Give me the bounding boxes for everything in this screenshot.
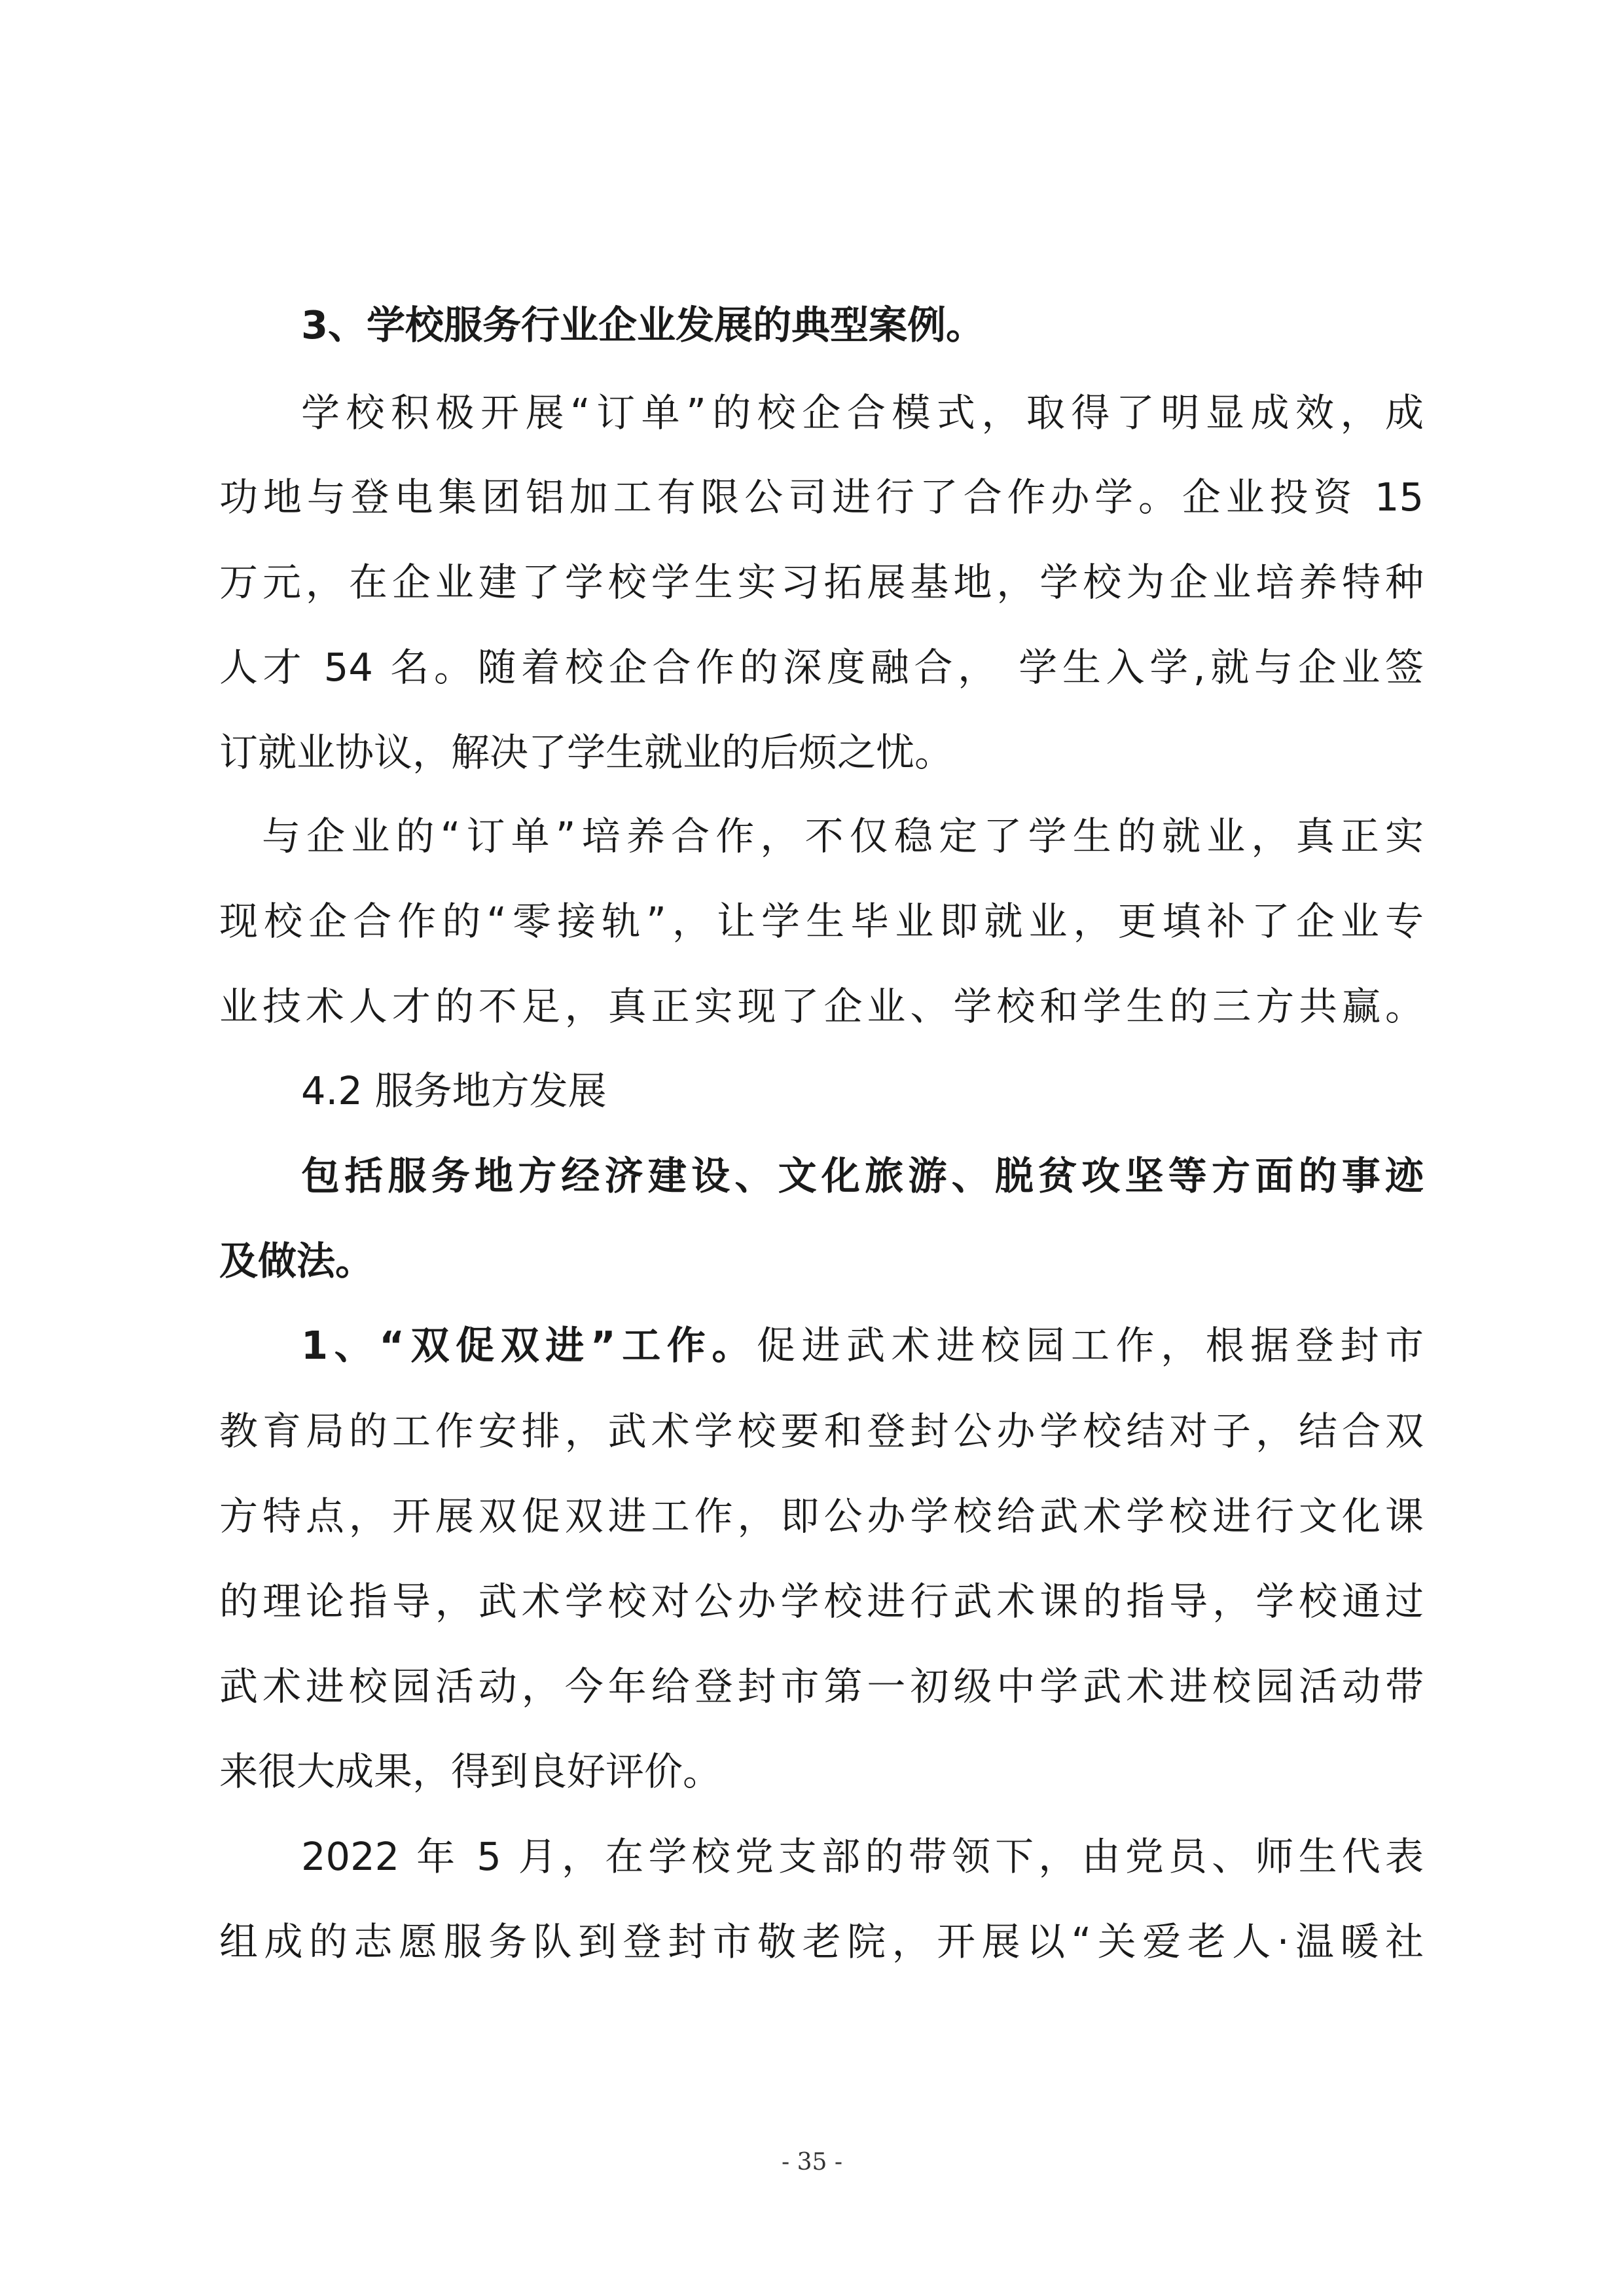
- case-heading: 3、学校服务行业企业发展的典型案例。: [301, 302, 985, 348]
- paragraph-line: 与企业的“订单”培养合作，不仅稳定了学生的就业，真正实: [262, 814, 1424, 859]
- paragraph-line: 订就业协议，解决了学生就业的后烦之忧。: [219, 730, 954, 775]
- item-heading: 1、“双促双进”工作。: [301, 1323, 757, 1368]
- paragraph-line: 2022 年 5 月，在学校党支部的带领下，由党员、师生代表: [301, 1834, 1424, 1879]
- paragraph-line: 功地与登电集团铝加工有限公司进行了合作办学。企业投资 15: [219, 475, 1424, 520]
- paragraph-line: 武术进校园活动，今年给登封市第一初级中学武术进校园活动带: [219, 1664, 1424, 1709]
- section-intro-line: 及做法。: [219, 1238, 374, 1283]
- item-heading-line: [301, 1323, 1424, 1368]
- item-text: 促进武术进校园工作，根据登封市: [756, 1323, 1424, 1368]
- section-intro-line: 包括服务地方经济建设、文化旅游、脱贫攻坚等方面的事迹: [301, 1153, 1424, 1198]
- paragraph-line: 人才 54 名。随着校企合作的深度融合， 学生入学,就与企业签: [219, 645, 1424, 690]
- paragraph-line: 现校企合作的“零接轨”，让学生毕业即就业，更填补了企业专: [219, 899, 1424, 944]
- paragraph-line: 万元，在企业建了学校学生实习拓展基地，学校为企业培养特种: [219, 560, 1424, 605]
- paragraph-line: 的理论指导，武术学校对公办学校进行武术课的指导，学校通过: [219, 1579, 1424, 1624]
- page-number: - 35 -: [781, 2149, 843, 2176]
- paragraph-line: 教育局的工作安排，武术学校要和登封公办学校结对子，结合双: [219, 1408, 1424, 1454]
- paragraph-line: 方特点，开展双促双进工作，即公办学校给武术学校进行文化课: [219, 1494, 1424, 1539]
- paragraph-line: 来很大成果，得到良好评价。: [219, 1749, 722, 1794]
- section-heading: 4.2 服务地方发展: [301, 1068, 607, 1113]
- paragraph-line: 学校积极开展“订单”的校企合模式，取得了明显成效，成: [301, 390, 1424, 435]
- paragraph-line: 组成的志愿服务队到登封市敬老院，开展以“关爱老人·温暖社: [219, 1919, 1424, 1964]
- paragraph-line: 业技术人才的不足，真正实现了企业、学校和学生的三方共赢。: [219, 984, 1424, 1029]
